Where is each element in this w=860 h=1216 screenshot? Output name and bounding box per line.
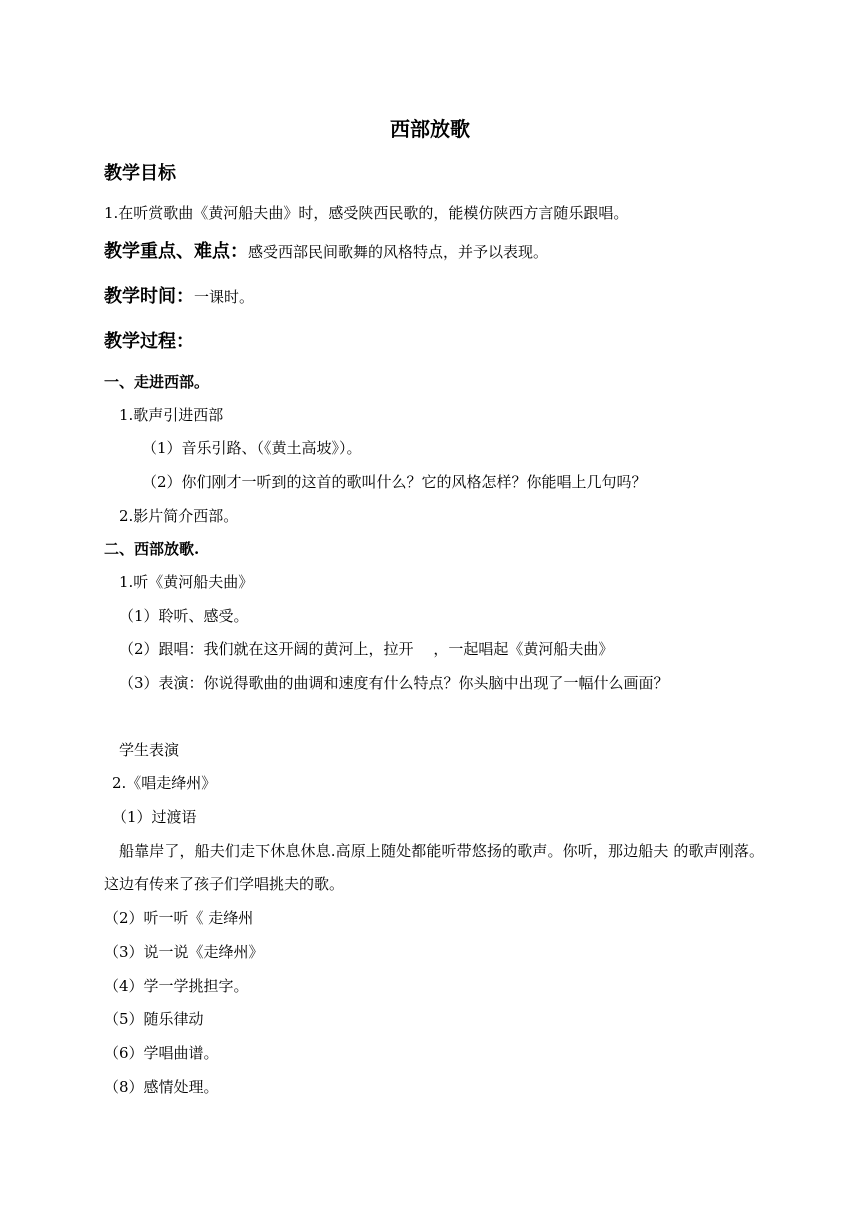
section-2-item-2-2: （2）听一听《 走绛州	[104, 909, 254, 927]
section-1-item-1-2: （2）你们刚才一听到的这首的歌叫什么？它的风格怎样？你能唱上几句吗？	[142, 473, 647, 491]
section-2-item-1-2: （2）跟唱：我们就在这开阔的黄河上，拉开 ，一起唱起《黄河船夫曲》	[119, 640, 614, 658]
key-points-text: 感受西部民间歌舞的风格特点，并予以表现。	[248, 243, 549, 261]
section-1-item-1: 1.歌声引进西部	[119, 406, 224, 424]
section-1-item-2: 2.影片简介西部。	[119, 507, 239, 525]
section-2-item-2-4: （4）学一学挑担字。	[104, 977, 249, 995]
section-2-item-1: 1.听《黄河船夫曲》	[119, 573, 254, 591]
section-2-item-2-3: （3）说一说《走绛州》	[104, 943, 264, 961]
section-2-item-1-1: （1）聆听、感受。	[119, 607, 249, 625]
section-1-heading: 一、走进西部。	[104, 373, 210, 391]
section-2-item-1-4: 学生表演	[119, 741, 180, 759]
section-2-item-2: 2.《唱走绛州》	[112, 774, 217, 792]
page-title: 西部放歌	[390, 117, 470, 141]
key-points-line	[104, 240, 548, 264]
section-2-item-1-3: （3）表演：你说得歌曲的曲调和速度有什么特点？你头脑中出现了一幅什么画面？	[119, 674, 669, 692]
teaching-time-text: 一课时。	[194, 288, 255, 306]
section-2-item-2-6: （6）学唱曲谱。	[104, 1044, 219, 1062]
teaching-time-label: 教学时间：	[104, 286, 194, 307]
teaching-time-line	[104, 285, 254, 309]
section-1-item-1-1: （1）音乐引路、（《黄土高坡》）。	[142, 439, 362, 457]
section-2-heading: 二、西部放歌.	[104, 540, 200, 558]
objective-item-1: 1.在听赏歌曲《黄河船夫曲》时，感受陕西民歌的，能模仿陕西方言随乐跟唱。	[104, 204, 629, 222]
key-points-label: 教学重点、难点：	[104, 241, 248, 262]
section-2-item-2-8: （8）感情处理。	[104, 1078, 219, 1096]
objectives-heading: 教学目标	[104, 163, 176, 184]
section-2-item-2-text: 船靠岸了，船夫们走下休息休息.高原上随处都能听带悠扬的歌声。你听，那边船夫 的歌声刚落。这边有传来了孩子们学唱挑夫的歌。	[104, 842, 764, 893]
section-2-item-2-5: （5）随乐律动	[104, 1010, 204, 1028]
section-2-item-2-1: （1）过渡语	[112, 808, 197, 826]
process-heading: 教学过程：	[104, 331, 194, 352]
